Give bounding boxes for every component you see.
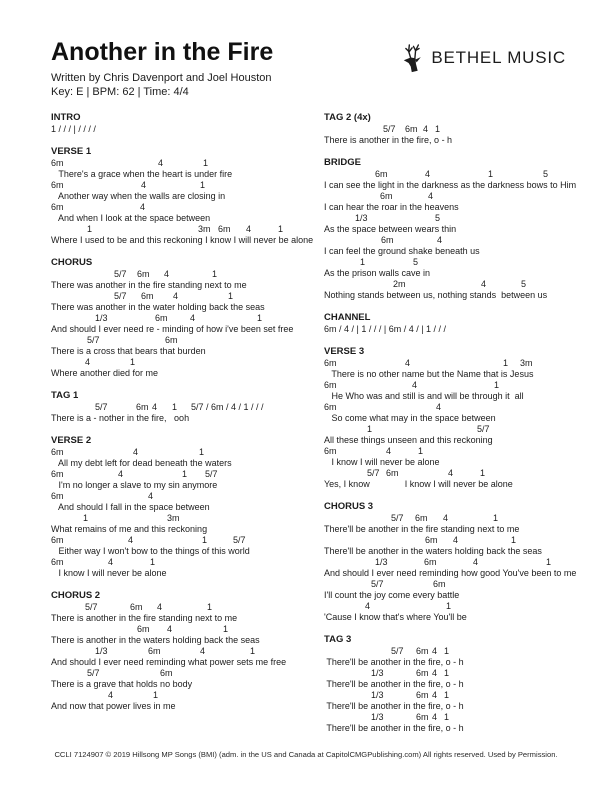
- column-left: [51, 111, 324, 744]
- lyric-line: There'll be another in the fire, o - h: [324, 657, 464, 667]
- chord: 4: [148, 491, 154, 501]
- lyric-line: There is another in the fire, o - h: [324, 135, 453, 145]
- chord: 6m: [141, 291, 154, 301]
- chord: 1: [360, 257, 366, 267]
- chord: 6m: [416, 646, 429, 656]
- lyric-line: And should I ever need reminding how good You've been to me: [324, 568, 577, 578]
- chord: 5/7: [367, 468, 380, 478]
- chord: 4: [436, 402, 442, 412]
- section-header: CHORUS: [51, 257, 93, 268]
- section-header: CHORUS 2: [51, 590, 101, 601]
- chord: 1: [250, 646, 256, 656]
- chord: 1: [202, 535, 208, 545]
- chord: 5/7: [477, 424, 490, 434]
- chord-line: [51, 357, 324, 368]
- chord: 5/7: [205, 469, 218, 479]
- chord: 4: [85, 357, 91, 367]
- deer-icon: [401, 42, 426, 73]
- chord: 6m: [160, 668, 173, 678]
- chord-line: [324, 535, 576, 546]
- chord: 1: [212, 269, 218, 279]
- section-header: CHORUS 3: [324, 501, 374, 512]
- chord: 1: [444, 668, 450, 678]
- section-header: VERSE 1: [51, 146, 92, 157]
- chord-line: [51, 202, 324, 213]
- chord: 1: [494, 380, 500, 390]
- lyric-line: And should I ever need re - minding of how i've been set free: [51, 324, 294, 334]
- chord: 1: [150, 557, 156, 567]
- chord: 6m: [405, 124, 418, 134]
- chord-line: [324, 213, 576, 224]
- chord: 5: [543, 169, 549, 179]
- chord: 1: [480, 468, 486, 478]
- chord: 1: [153, 690, 159, 700]
- chord: 1/3: [95, 646, 108, 656]
- chord-line: [51, 269, 324, 280]
- lyric-line: And when I look at the space between: [51, 213, 211, 223]
- lyric-line: There is no other name but the Name that is Jesus: [324, 369, 534, 379]
- chord: 6m: [155, 313, 168, 323]
- chord-line: [324, 424, 576, 435]
- chord: 6m: [51, 447, 64, 457]
- section-header: VERSE 3: [324, 346, 365, 357]
- chord: 6m: [416, 668, 429, 678]
- chord: 1: [435, 124, 441, 134]
- chord-line: [51, 447, 324, 458]
- section-channel: [324, 311, 576, 335]
- lyric-line: There is another in the fire standing next to me: [51, 613, 238, 623]
- lyric-line: Another way when the walls are closing in: [51, 191, 226, 201]
- chord: 5/7: [233, 535, 246, 545]
- chord: 6m: [51, 158, 64, 168]
- section-header: VERSE 2: [51, 435, 92, 446]
- lyric-line: There's a grace when the heart is under fire: [51, 169, 233, 179]
- section-chorus: [51, 256, 324, 379]
- chord: 4: [481, 279, 487, 289]
- chord: 1: [444, 646, 450, 656]
- chord: 4: [448, 468, 454, 478]
- chord: 6m: [137, 269, 150, 279]
- lyric-line: There'll be another in the fire, o - h: [324, 723, 464, 733]
- chord: 3m: [520, 358, 533, 368]
- chord: 4: [405, 358, 411, 368]
- chord: 6m: [148, 646, 161, 656]
- chord-line: [51, 335, 324, 346]
- chord: 6m: [433, 579, 446, 589]
- lyric-line: There was another in the fire standing next to me: [51, 280, 247, 290]
- chord-line: [324, 279, 576, 290]
- chord-line: [51, 602, 324, 613]
- chord: 6m: [324, 402, 337, 412]
- chord: 6m: [51, 557, 64, 567]
- chord: 6m: [51, 469, 64, 479]
- chord-line: [324, 712, 576, 723]
- chord: 1: [223, 624, 229, 634]
- chord: 5: [435, 213, 441, 223]
- chord: 4: [386, 446, 392, 456]
- chord: 6m: [165, 335, 178, 345]
- lyric-line: 'Cause I know that's where You'll be: [324, 612, 467, 622]
- chord-line: [324, 601, 576, 612]
- section-tag-2-4x: [324, 111, 576, 146]
- chord: 4: [141, 180, 147, 190]
- chord: 4: [152, 402, 158, 412]
- chord: 4: [425, 169, 431, 179]
- chord: 6m: [380, 191, 393, 201]
- lyric-line: As the space between wears thin: [324, 224, 457, 234]
- chord-line: [51, 402, 324, 413]
- song-byline: Written by Chris Davenport and Joel Houston: [51, 72, 272, 84]
- section-intro: [51, 111, 324, 135]
- chord: 6m: [218, 224, 231, 234]
- chord: 1: [278, 224, 284, 234]
- chord-line: [51, 624, 324, 635]
- section-verse-3: [324, 345, 576, 490]
- chord: 1: [199, 447, 205, 457]
- chord: 4: [173, 291, 179, 301]
- chord: 1: [87, 224, 93, 234]
- chord: 1: [488, 169, 494, 179]
- chord-line: [324, 124, 576, 135]
- chord-line: [324, 668, 576, 679]
- chord: 1: [493, 513, 499, 523]
- logo-wordmark: BETHEL MUSIC: [431, 47, 566, 67]
- chord: 5/7: [95, 402, 108, 412]
- chord: 1/3: [355, 213, 368, 223]
- chord-line: [324, 446, 576, 457]
- chord-line: [51, 224, 324, 235]
- chord: 1/3: [371, 690, 384, 700]
- chord: 4: [190, 313, 196, 323]
- lyric-line: There'll be another in the fire, o - h: [324, 701, 464, 711]
- section-tag-3: [324, 633, 576, 734]
- chord: 4: [118, 469, 124, 479]
- chord: 4: [432, 646, 438, 656]
- chord: 6m: [51, 491, 64, 501]
- chord: 1: [446, 601, 452, 611]
- lyric-line: He Who was and still is and will be through it all: [324, 391, 524, 401]
- lyric-line: There is a cross that bears that burden: [51, 346, 206, 356]
- chord: 2m: [393, 279, 406, 289]
- bethel-music-logo: [401, 42, 566, 73]
- chord: 4: [412, 380, 418, 390]
- chord: 1/3: [371, 668, 384, 678]
- chord: 1: [367, 424, 373, 434]
- section-verse-1: [51, 145, 324, 246]
- lyric-line: As the prison walls cave in: [324, 268, 431, 278]
- chord: 4: [443, 513, 449, 523]
- chord: 1: [228, 291, 234, 301]
- chord: 6m: [137, 624, 150, 634]
- chord: 1: [546, 557, 552, 567]
- chord: 1/3: [375, 557, 388, 567]
- lyric-line: There'll be another in the fire standing next to me: [324, 524, 520, 534]
- lyric-line: I know I will never be alone: [324, 457, 440, 467]
- lyric-line: I'll count the joy come every battle: [324, 590, 460, 600]
- lyric-line: Where I used to be and this reckoning I know I will never be alone: [51, 235, 314, 245]
- section-header: TAG 1: [51, 390, 79, 401]
- chord: 5: [521, 279, 527, 289]
- chord: 1: [200, 180, 206, 190]
- chord-line: [324, 690, 576, 701]
- section-header: INTRO: [51, 112, 81, 123]
- chord-line: [324, 358, 576, 369]
- column-right: [324, 111, 576, 744]
- chord: 5/7 / 6m / 4 / 1 / / /: [191, 402, 264, 412]
- chord: 6m: [324, 446, 337, 456]
- chord: 1: [444, 712, 450, 722]
- chord-line: [51, 124, 324, 135]
- chord-line: [324, 557, 576, 568]
- chord: 6m: [136, 402, 149, 412]
- chord: 4: [158, 158, 164, 168]
- lyric-line: Where another died for me: [51, 368, 159, 378]
- lyric-line: What remains of me and this reckoning: [51, 524, 208, 534]
- chord-line: [324, 257, 576, 268]
- chord: 5/7: [114, 291, 127, 301]
- chord: 1: [172, 402, 178, 412]
- lyric-line: There'll be another in the waters holding back the seas: [324, 546, 542, 556]
- lyric-line: Yes, I know I know I will never be alone: [324, 479, 513, 489]
- chord-line: [51, 469, 324, 480]
- chord: 6m: [51, 535, 64, 545]
- chord-line: [324, 169, 576, 180]
- lyric-line: And now that power lives in me: [51, 701, 176, 711]
- chord: 4: [432, 690, 438, 700]
- chord: 1: [83, 513, 89, 523]
- chord: 4: [473, 557, 479, 567]
- chord: 6m: [375, 169, 388, 179]
- chord: 5/7: [85, 602, 98, 612]
- lyric-line: And should I fall in the space between: [51, 502, 210, 512]
- chord: 1: [207, 602, 213, 612]
- chord: 4: [432, 668, 438, 678]
- chord: 5/7: [114, 269, 127, 279]
- lyric-line: So come what may in the space between: [324, 413, 496, 423]
- lyric-line: I can hear the roar in the heavens: [324, 202, 459, 212]
- chord: 4: [108, 557, 114, 567]
- chord: 4: [200, 646, 206, 656]
- chord-line: [324, 235, 576, 246]
- section-header: TAG 2 (4x): [324, 112, 371, 123]
- chord: 1: [418, 446, 424, 456]
- chord-line: [324, 402, 576, 413]
- chord-line: [324, 579, 576, 590]
- section-tag-1: [51, 389, 324, 424]
- chord: 5: [413, 257, 419, 267]
- chord: 4: [133, 447, 139, 457]
- song-title: Another in the Fire: [51, 38, 274, 66]
- chord: 1/3: [371, 712, 384, 722]
- chord: 1: [130, 357, 136, 367]
- chord: 4: [423, 124, 429, 134]
- section-chorus-2: [51, 589, 324, 712]
- chord-line: [324, 191, 576, 202]
- chord: 1: [203, 158, 209, 168]
- lyric-line: All my debt left for dead beneath the waters: [51, 458, 232, 468]
- chord: 6m: [416, 690, 429, 700]
- chord: 4: [246, 224, 252, 234]
- chord: 6m: [130, 602, 143, 612]
- chord-line: [51, 491, 324, 502]
- chord: 6m: [381, 235, 394, 245]
- chord: 4: [157, 602, 163, 612]
- chord-line: [51, 646, 324, 657]
- song-body: [51, 111, 577, 744]
- chord-line: [51, 158, 324, 169]
- chord: 6m / 4 / | 1 / / / | 6m / 4 / | 1 / / /: [324, 324, 447, 334]
- chord: 6m: [424, 557, 437, 567]
- chord: 5/7: [87, 335, 100, 345]
- chord-line: [51, 557, 324, 568]
- chord: 1: [182, 469, 188, 479]
- chord: 6m: [324, 358, 337, 368]
- chord: 1: [503, 358, 509, 368]
- chord: 5/7: [87, 668, 100, 678]
- chord-line: [324, 324, 576, 335]
- section-bridge: [324, 156, 576, 301]
- chord: 5/7: [391, 646, 404, 656]
- chord: 3m: [198, 224, 211, 234]
- chord-line: [324, 380, 576, 391]
- chord: 6m: [51, 180, 64, 190]
- lyric-line: And should I ever need reminding what power sets me free: [51, 657, 287, 667]
- chord: 1: [257, 313, 263, 323]
- chord: 5/7: [383, 124, 396, 134]
- chord: 4: [167, 624, 173, 634]
- chord-line: [51, 668, 324, 679]
- copyright-footer: CCLI 7124907 © 2019 Hillsong MP Songs (BMI) (adm. in the US and Canada at CapitolCMGPublishing.com) All rights reserved. Used by Permission.: [54, 750, 558, 759]
- chord-line: [51, 690, 324, 701]
- chord: 4: [365, 601, 371, 611]
- chord: 4: [164, 269, 170, 279]
- chord-line: [324, 513, 576, 524]
- lyric-line: There is a - nother in the fire, ooh: [51, 413, 190, 423]
- chord: 4: [140, 202, 146, 212]
- lyric-line: Nothing stands between us, nothing stands between us: [324, 290, 548, 300]
- section-chorus-3: [324, 500, 576, 623]
- chord-line: [324, 646, 576, 657]
- lyric-line: There'll be another in the fire, o - h: [324, 679, 464, 689]
- section-header: BRIDGE: [324, 157, 361, 168]
- section-header: CHANNEL: [324, 312, 371, 323]
- section-header: TAG 3: [324, 634, 352, 645]
- chord: 1 / / / | / / / /: [51, 124, 96, 134]
- section-verse-2: [51, 434, 324, 579]
- chord: 4: [128, 535, 134, 545]
- chord: 6m: [324, 380, 337, 390]
- lyric-line: I'm no longer a slave to my sin anymore: [51, 480, 218, 490]
- chord-line: [51, 180, 324, 191]
- song-key-bpm-time: Key: E | BPM: 62 | Time: 4/4: [51, 86, 189, 98]
- chord: 1: [511, 535, 517, 545]
- chord: 1: [444, 690, 450, 700]
- chord: 4: [428, 191, 434, 201]
- chord: 5/7: [371, 579, 384, 589]
- chord: 6m: [416, 712, 429, 722]
- lyric-line: There was another in the water holding back the seas: [51, 302, 265, 312]
- lyric-line: All these things unseen and this reckoning: [324, 435, 493, 445]
- chord-line: [51, 535, 324, 546]
- chord-line: [324, 468, 576, 479]
- lyric-line: I can feel the ground shake beneath us: [324, 246, 480, 256]
- chord: 6m: [415, 513, 428, 523]
- title-block: [51, 38, 273, 99]
- chord: 4: [453, 535, 459, 545]
- chord: 6m: [386, 468, 399, 478]
- page-header: [51, 38, 572, 99]
- chord: 1/3: [95, 313, 108, 323]
- chord: 4: [432, 712, 438, 722]
- chord-line: [51, 291, 324, 302]
- chord-line: [51, 313, 324, 324]
- chord: 4: [108, 690, 114, 700]
- lyric-line: I can see the light in the darkness as the darkness bows to Him: [324, 180, 577, 190]
- lyric-line: Either way I won't bow to the things of this world: [51, 546, 250, 556]
- chord: 5/7: [391, 513, 404, 523]
- lyric-line: There is a grave that holds no body: [51, 679, 193, 689]
- chord: 4: [437, 235, 443, 245]
- chord: 6m: [51, 202, 64, 212]
- lyric-line: There is another in the waters holding back the seas: [51, 635, 260, 645]
- lyric-line: I know I will never be alone: [51, 568, 167, 578]
- chord-line: [51, 513, 324, 524]
- chord: 6m: [425, 535, 438, 545]
- chord: 3m: [167, 513, 180, 523]
